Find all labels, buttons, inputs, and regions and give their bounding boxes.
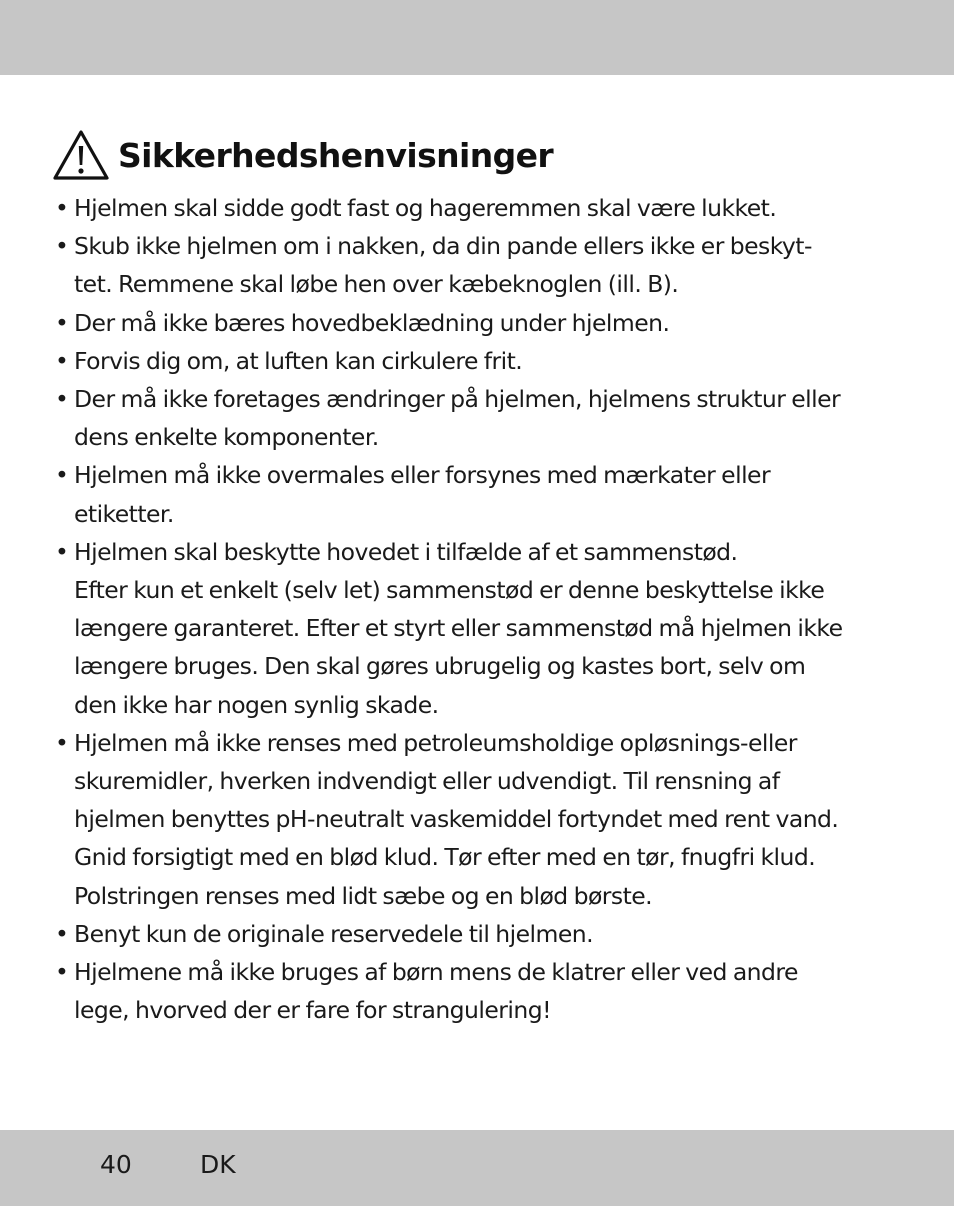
bullet-text-line: Skub ikke hjelmen om i nakken, da din pande ellers ikke er beskyt- [74,232,812,261]
safety-instructions-list [52,189,932,1029]
bullet-dot: • [55,728,69,757]
bullet-text-line: Forvis dig om, at luften kan cirkulere frit. [74,346,523,375]
bullet-text-line: Efter kun et enkelt (selv let) sammenstød er denne beskyttelse ikke [74,576,825,605]
bullet-text-line: tet. Remmene skal løbe hen over kæbeknoglen (ill. B). [74,270,679,299]
top-band [0,0,954,75]
list-item [52,304,932,342]
bullet-text-line: længere bruges. Den skal gøres ubrugelig og kastes bort, selv om [74,652,806,681]
bullet-text-line: hjelmen benyttes pH-neutralt vaskemiddel fortyndet med rent vand. [74,805,839,834]
bullet-dot: • [55,232,69,261]
language-code: DK [200,1150,236,1179]
warning-triangle-icon [52,129,110,181]
bullet-dot: • [55,346,69,375]
bullet-dot: • [55,461,69,490]
list-item [52,953,932,1029]
list-item [52,342,932,380]
bullet-text-line: Hjelmen skal sidde godt fast og hageremmen skal være lukket. [74,194,777,222]
list-item [52,724,932,915]
section-title: Sikkerhedshenvisninger [118,135,554,175]
list-item [52,227,932,303]
bullet-dot: • [55,537,69,566]
bullet-dot: • [55,919,69,948]
bullet-text-line: Hjelmene må ikke bruges af børn mens de klatrer eller ved andre [74,958,798,987]
list-item [52,533,932,724]
bullet-text-line: Hjelmen skal beskytte hovedet i tilfælde af et sammenstød. [74,537,738,566]
bullet-text-line: Der må ikke foretages ændringer på hjelmen, hjelmens struktur eller [74,385,841,414]
bullet-text-line: Der må ikke bæres hovedbeklædning under hjelmen. [74,308,670,337]
list-item [52,189,932,227]
bullet-dot: • [55,958,69,987]
bullet-text-line: Hjelmen må ikke overmales eller forsynes med mærkater eller [74,461,771,490]
bullet-text-line: Hjelmen må ikke renses med petroleumsholdige opløsnings-eller [74,728,797,757]
list-item [52,915,932,953]
list-item [52,456,932,532]
page-footer [100,1150,236,1179]
bullet-text-line: lege, hvorved der er fare for strangulering! [74,996,551,1025]
bullet-text-line: Polstringen renses med lidt sæbe og en blød børste. [74,881,653,910]
section-heading [52,125,553,185]
bullet-text-line: dens enkelte komponenter. [74,423,379,452]
list-item [52,380,932,456]
bullet-text-line: Gnid forsigtigt med en blød klud. Tør efter med en tør, fnugfri klud. [74,843,816,872]
page-number: 40 [100,1150,132,1179]
bullet-text-line: længere garanteret. Efter et styrt eller sammenstød må hjelmen ikke [74,614,843,643]
bullet-dot: • [55,308,69,337]
bullet-text-line: etiketter. [74,499,174,528]
bullet-dot: • [55,194,69,222]
bullet-text-line: den ikke har nogen synlig skade. [74,690,439,719]
bullet-text-line: Benyt kun de originale reservedele til hjelmen. [74,919,594,948]
bullet-dot: • [55,385,69,414]
bullet-text-line: skuremidler, hverken indvendigt eller udvendigt. Til rensning af [74,767,780,796]
